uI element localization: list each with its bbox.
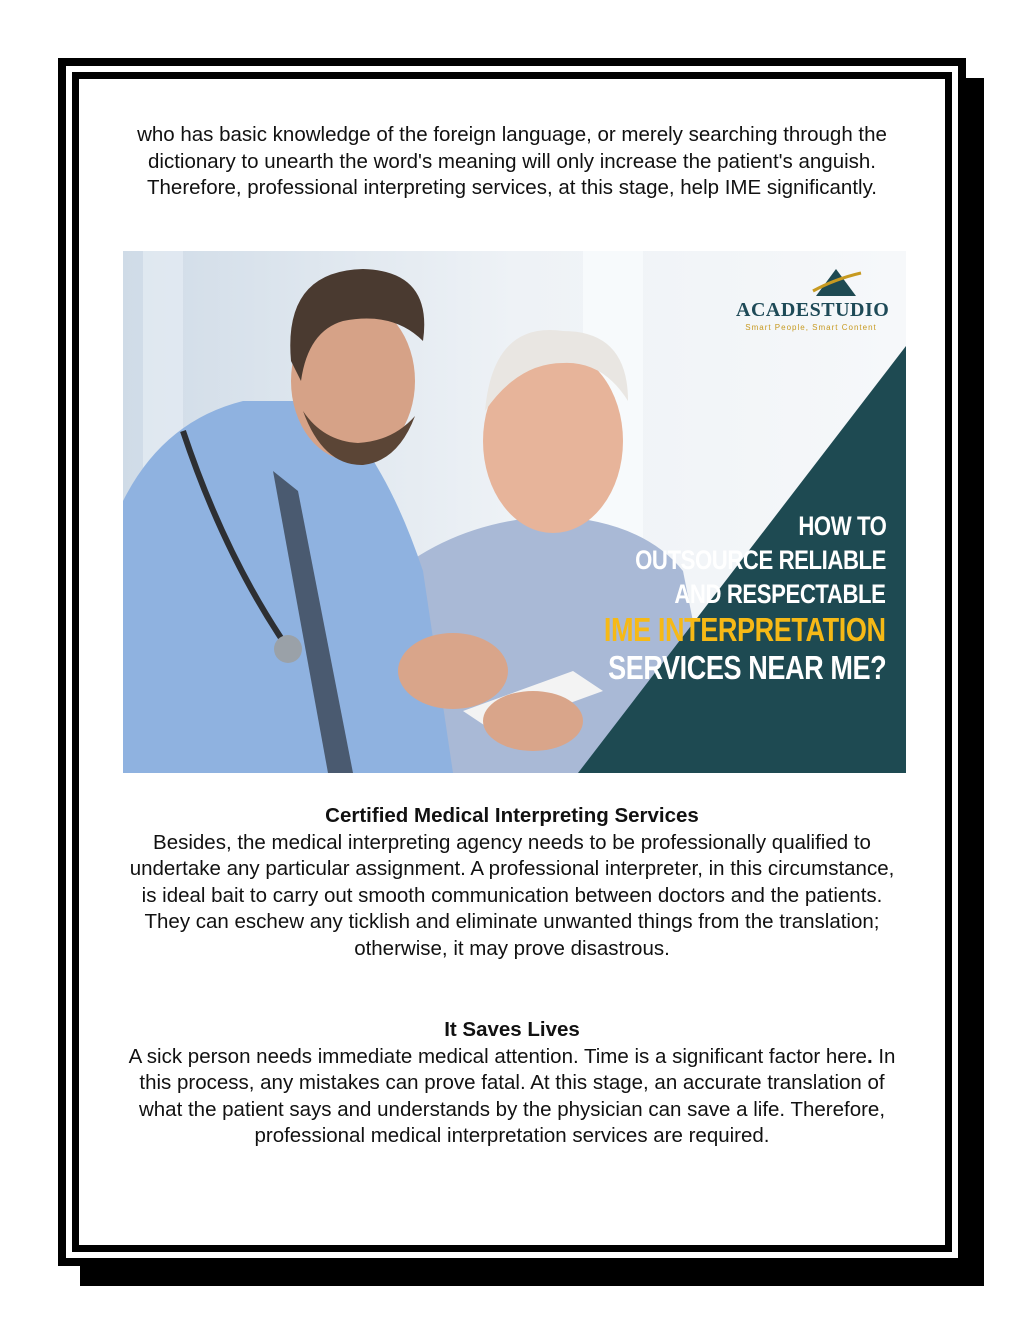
section2-body-part1: A sick person needs immediate medical attention. Time is a significant factor here [128,1044,867,1068]
section-certified-interpreting [123,803,901,962]
banner-line-1: HOW TO [797,511,886,541]
banner-line-3: AND RESPECTABLE [674,579,886,609]
banner-line-4-highlight: IME INTERPRETATION [604,611,886,648]
logo-tagline: Smart People, Smart Content [745,323,877,332]
acadestudio-logo [736,269,890,332]
intro-paragraph: who has basic knowledge of the foreign language, or merely searching through the dictionary to unearth the word's meaning will only increase the patient's anguish. Therefore, professional interpreting services, at this stage, help IME significantly. [137,123,887,199]
section1-body: Besides, the medical interpreting agency needs to be professionally qualified to undertake any particular assignment. A professional interpreter, in this circumstance, is ideal bait to carry out smooth communication between doctors and the patients. They can eschew any ticklish and eliminate unwanted things from the translation; otherwise, it may prove disastrous. [129,830,895,960]
banner-line-5: SERVICES NEAR ME? [607,649,886,686]
section1-heading: Certified Medical Interpreting Services [325,804,699,827]
section-saves-lives [123,1017,901,1150]
banner-line-2: OUTSOURCE RELIABLE [635,545,886,575]
banner-image [123,251,906,773]
section2-body-part2: In this process, any mistakes can prove fatal. At this stage, an accurate translation of what the patient says and understands by the physician can save a life. Therefore, professional medical interpretation services are required. [138,1044,896,1147]
document-page [79,79,945,1245]
section2-body-bold: . [866,1044,873,1068]
logo-name: ACADESTUDIO [736,299,890,321]
section2-heading: It Saves Lives [444,1018,580,1041]
